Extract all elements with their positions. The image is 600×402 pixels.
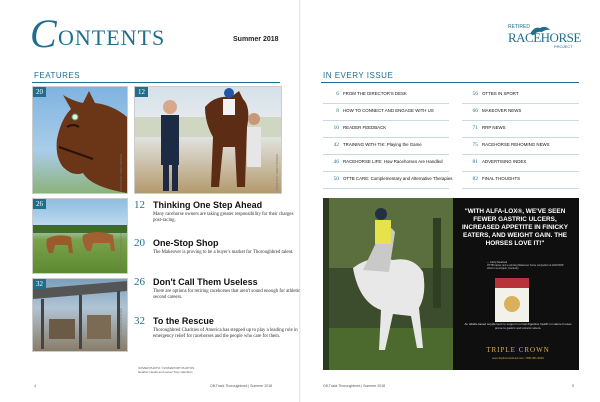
index-item-link[interactable] <box>323 138 449 155</box>
index-label: ADVERTISING INDEX <box>482 159 527 164</box>
cover-credit-line: COVER PHOTO: ©ZUMAPORT PHOTOS <box>138 366 195 370</box>
photo-horse-owners <box>134 86 282 194</box>
every-issue-heading: IN EVERY ISSUE <box>323 71 394 80</box>
ad-attribution <box>487 261 567 270</box>
feature-page-num: 20 <box>134 237 145 249</box>
logo-racehorse: RACEHORSE <box>508 30 581 45</box>
index-item-link[interactable] <box>462 121 579 138</box>
grazing-illustration <box>33 199 127 273</box>
index-item-link[interactable] <box>462 104 579 121</box>
feature-title-link[interactable]: Don't Call Them Useless <box>153 277 258 287</box>
shelter-illustration <box>33 279 127 351</box>
folio-right-text: Off-Track Thoroughbred | Summer 2018 <box>323 384 386 388</box>
ad-url-link[interactable]: www.triplecrownfeed.com • 800-451-9916 <box>492 356 544 360</box>
owners-illustration <box>135 87 281 193</box>
index-item-link[interactable] <box>323 104 449 121</box>
every-issue-rule <box>321 82 579 83</box>
index-label: HOW TO CONNECT AND ENGAGE WITH US <box>343 108 434 113</box>
photo-credit: COURTESY KEVIN MCNULTY <box>119 232 123 271</box>
feature-description: Many racehorse owners are taking greater responsibility for their charges post-racing. <box>153 212 294 224</box>
ad-brand-logo: TRIPLE CROWN <box>486 346 550 354</box>
index-page-num: 46 <box>333 159 339 165</box>
feature-page-num: 32 <box>134 315 145 327</box>
photo-page-num: 32 <box>33 279 46 289</box>
rrp-logo <box>508 24 581 50</box>
page-gutter <box>299 0 301 402</box>
index-page-num: 42 <box>333 142 339 148</box>
features-rule <box>32 82 280 83</box>
issue-date: Summer 2018 <box>233 36 279 43</box>
index-page-num: 56 <box>472 91 478 97</box>
index-label: OTTBS IN SPORT <box>482 91 519 96</box>
photo-page-num: 26 <box>33 199 46 209</box>
ad-body-text: An alfalfa-based supplement to support normal digestive health in mature horses prone to gastric and colonic ulcers. <box>464 322 572 330</box>
feature-page-num: 12 <box>134 199 145 211</box>
index-label: READER FEEDBACK <box>343 125 387 130</box>
photo-page-num: 12 <box>135 87 148 97</box>
photo-grazing-horses <box>32 198 128 274</box>
index-label: RACEHORSE LIFE: How Racehorses Are Handled <box>343 159 443 164</box>
index-page-num: 75 <box>472 142 478 148</box>
index-item-link[interactable] <box>323 87 449 104</box>
supplement-box <box>495 278 529 322</box>
index-page-num: 66 <box>472 108 478 114</box>
photo-credit: COURTESY KRISTIN PAYNTER <box>119 308 123 349</box>
contents-title: ONTENTS <box>58 25 166 50</box>
index-item-link[interactable] <box>323 155 449 172</box>
features-heading: FEATURES <box>34 71 81 80</box>
photo-credit: COURTESY TRACY BOWEN <box>119 154 123 191</box>
index-label: RACEHORSE REHOMING NEWS <box>482 142 550 147</box>
ad-attribution-name: — Kathy Meahard <box>487 261 508 264</box>
feature-description: Thoroughbred Charities of America has stepped up to play a leading role in emergency relief for racehorses and the people who care for them. <box>153 328 298 340</box>
photo-credit: COURTESY TRACY BOWEN <box>275 154 279 191</box>
index-page-num: 71 <box>472 125 478 131</box>
photo-horse-portrait <box>32 86 128 194</box>
index-item-link[interactable] <box>462 172 579 189</box>
photo-rescue-shelter <box>32 278 128 352</box>
index-item-link[interactable] <box>323 172 453 189</box>
feature-description: The Makeover is proving to be a buyer's market for Thoroughbred talent. <box>153 250 294 255</box>
folio-right-page-num: 5 <box>572 384 574 388</box>
index-label: RRP NEWS <box>482 125 506 130</box>
feature-description: There are options for retiring racehorses that aren't sound enough for athletic second careers. <box>153 289 301 301</box>
ad-quote: "WITH ALFA-LOX®, WE'VE SEEN FEWER GASTRIC ULCERS, INCREASED APPETITE IN FINICKY EATERS, AND WEIGHT GAIN. THE HORSES LOVE IT!" <box>462 208 568 247</box>
feature-title-link[interactable]: One-Stop Shop <box>153 238 219 248</box>
index-label: OTTB CARE: Complementary and Alternative Therapies <box>343 176 453 181</box>
horse-portrait-illustration <box>33 87 127 193</box>
cover-credit-caption: Heather Hewitt and owner Tony Hamilton <box>138 370 193 374</box>
index-label: TRAINING WITH TIK: Playing the Game <box>343 142 422 147</box>
index-item-link[interactable] <box>323 121 449 138</box>
index-page-num: 81 <box>472 159 478 165</box>
photo-page-num: 20 <box>33 87 46 97</box>
index-label: MAKEOVER NEWS <box>482 108 522 113</box>
index-page-num: 8 <box>336 108 339 114</box>
logo-project: PROJECT <box>554 44 573 49</box>
cover-credit <box>138 366 194 374</box>
index-page-num: 82 <box>472 176 478 182</box>
ad-attribution-desc: OTTB trainer and a winning Makeover horse competitor at 2018 RRP show in Lexington, Kentucky <box>487 264 564 270</box>
folio-left-text: Off-Track Thoroughbred | Summer 2018 <box>210 384 273 388</box>
feature-title-link[interactable]: To the Rescue <box>153 316 214 326</box>
folio-left-page-num: 4 <box>34 384 36 388</box>
index-label: FROM THE DIRECTOR'S DESK <box>343 91 407 96</box>
feature-title-link[interactable]: Thinking One Step Ahead <box>153 200 263 210</box>
index-page-num: 6 <box>336 91 339 97</box>
index-item-link[interactable] <box>462 155 579 172</box>
index-page-num: 50 <box>333 176 339 182</box>
index-page-num: 10 <box>333 125 339 131</box>
contents-title-initial: C <box>30 11 57 56</box>
feature-page-num: 26 <box>134 276 145 288</box>
logo-retired: RETIRED <box>508 24 530 30</box>
triple-crown-advertisement[interactable] <box>323 198 579 370</box>
index-item-link[interactable] <box>462 87 579 104</box>
index-item-link[interactable] <box>462 138 579 155</box>
index-label: FINAL THOUGHTS <box>482 176 521 181</box>
